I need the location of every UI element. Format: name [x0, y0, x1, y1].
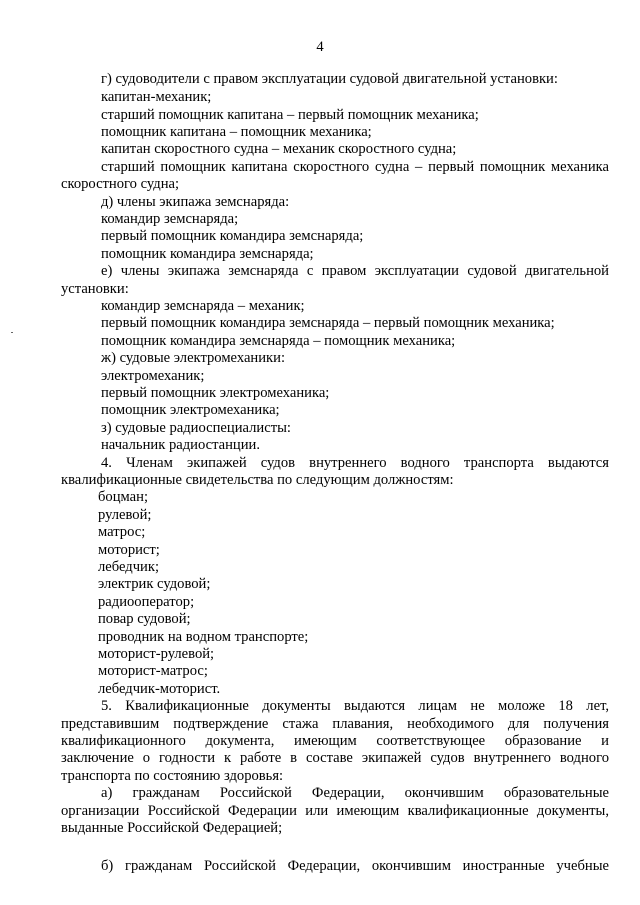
text-line: квалификационные свидетельства по следующим должностям:	[61, 472, 454, 488]
text-line: радиооператор;	[98, 594, 195, 610]
text-line: з) судовые радиоспециалисты:	[101, 420, 291, 436]
text-line: д) члены экипажа земснаряда:	[101, 194, 290, 210]
text-line: первый помощник электромеханика;	[101, 385, 330, 401]
text-line: организации Российской Федерации или имеющим квалификационные документы,	[61, 803, 609, 819]
text-line: моторист-рулевой;	[98, 646, 215, 662]
text-line: лебедчик;	[98, 559, 159, 575]
text-line: 4. Членам экипажей судов внутреннего водного транспорта выдаются	[101, 455, 609, 471]
text-line: моторист;	[98, 542, 160, 558]
text-line: боцман;	[98, 489, 149, 505]
text-line: рулевой;	[98, 507, 152, 523]
text-line: повар судовой;	[98, 611, 191, 627]
text-line: первый помощник командира земснаряда;	[101, 228, 364, 244]
text-line: выданные Российской Федерацией;	[61, 820, 283, 836]
text-line: е) члены экипажа земснаряда с правом эксплуатации судовой двигательной	[101, 263, 609, 279]
text-line: а) гражданам Российской Федерации, окончившим образовательные	[101, 785, 609, 801]
text-line: ж) судовые электромеханики:	[101, 350, 286, 366]
text-line: помощник электромеханика;	[101, 402, 280, 418]
text-line: 5. Квалификационные документы выдаются лицам не моложе 18 лет,	[101, 698, 609, 714]
text-line: представившим подтверждение стажа плавания, необходимого для получения	[61, 716, 609, 732]
text-line: скоростного судна;	[61, 176, 180, 192]
text-line: электромеханик;	[101, 368, 205, 384]
text-line: моторист-матрос;	[98, 663, 208, 679]
text-line: командир земснаряда – механик;	[101, 298, 305, 314]
text-line: помощник командира земснаряда – помощник механика;	[101, 333, 456, 349]
text-line: проводник на водном транспорте;	[98, 629, 309, 645]
text-line: первый помощник командира земснаряда – первый помощник механика;	[101, 315, 555, 331]
text-line: старший помощник капитана скоростного судна – первый помощник механика	[101, 159, 609, 175]
text-line: установки:	[61, 281, 129, 297]
text-line: заключение о годности к работе в составе экипажей судов внутреннего водного	[61, 750, 609, 766]
text-line: квалификационного документа, имеющим соответствующее образование и	[61, 733, 609, 749]
text-line: матрос;	[98, 524, 146, 540]
text-line: помощник капитана – помощник механика;	[101, 124, 372, 140]
scan-speck	[11, 332, 13, 333]
text-line: г) судоводители с правом эксплуатации судовой двигательной установки:	[101, 71, 558, 87]
text-line: капитан скоростного судна – механик скоростного судна;	[101, 141, 457, 157]
text-line: электрик судовой;	[98, 576, 211, 592]
text-line: лебедчик-моторист.	[98, 681, 221, 697]
text-line: капитан-механик;	[101, 89, 212, 105]
text-line: начальник радиостанции.	[101, 437, 261, 453]
text-line: б) гражданам Российской Федерации, окончившим иностранные учебные	[101, 858, 609, 874]
text-line: помощник командира земснаряда;	[101, 246, 314, 262]
text-line: транспорта по состоянию здоровья:	[61, 768, 284, 784]
page-number: 4	[316, 39, 324, 55]
text-line: старший помощник капитана – первый помощник механика;	[101, 107, 479, 123]
text-line: командир земснаряда;	[101, 211, 239, 227]
